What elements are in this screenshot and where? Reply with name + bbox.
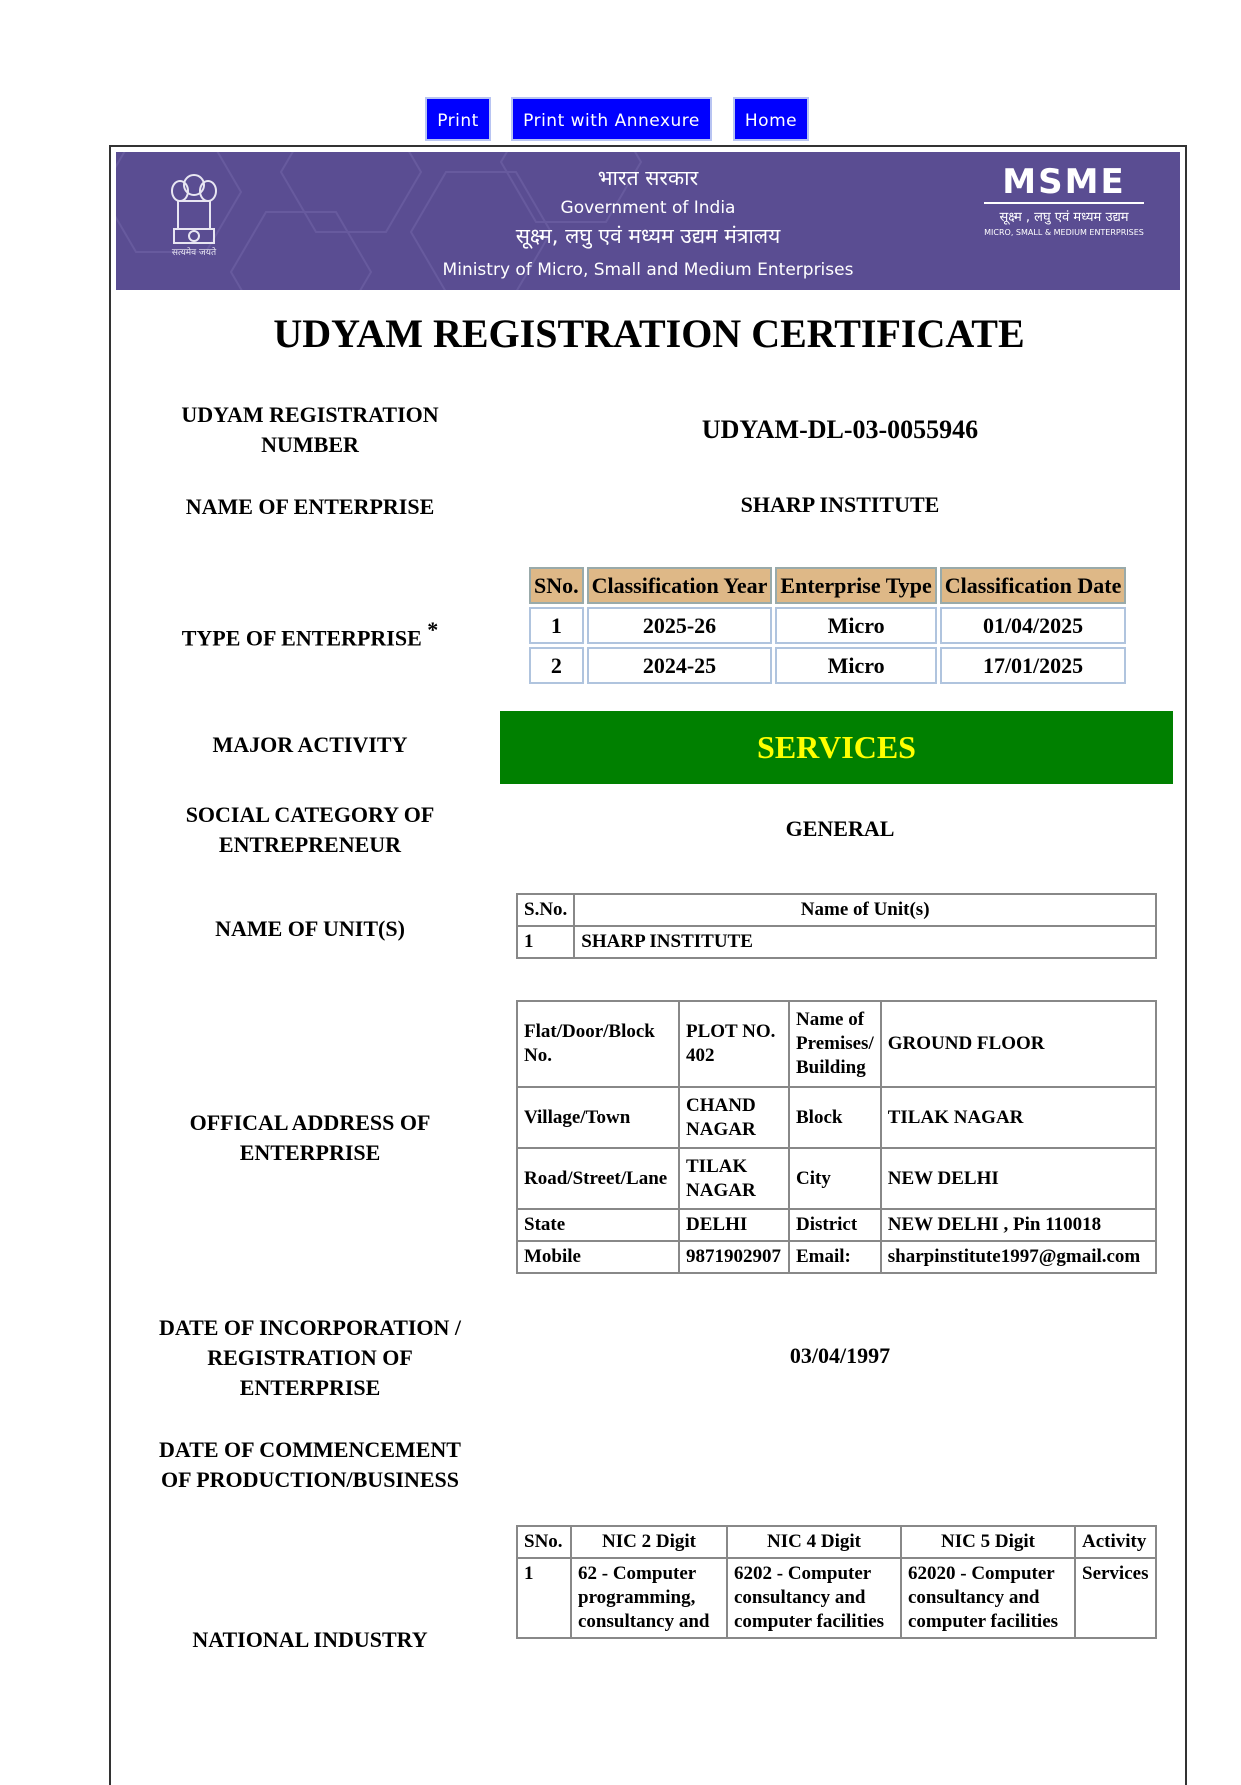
cell: 2024-25 xyxy=(587,647,773,684)
government-of-india: Government of India xyxy=(560,198,736,218)
commencement-label-line2: OF PRODUCTION/BUSINESS xyxy=(160,1467,460,1492)
col-classification-date: Classification Date xyxy=(940,567,1127,604)
reg-number-label-line2: NUMBER xyxy=(261,432,359,457)
col-sno: SNo. xyxy=(529,567,584,604)
emblem-motto: सत्यमेव जयते xyxy=(171,248,217,258)
hindi-government: भारत सरकार xyxy=(597,166,699,190)
cell: Services xyxy=(1075,1558,1156,1638)
reg-number-label-line1: UDYAM REGISTRATION xyxy=(181,402,439,427)
type-label xyxy=(145,615,475,653)
incorporation-label-line3: ENTERPRISE xyxy=(239,1375,381,1400)
block-value: TILAK NAGAR xyxy=(881,1087,1156,1148)
incorporation-label-line1: DATE OF INCORPORATION / xyxy=(158,1315,462,1340)
ministry-banner xyxy=(116,152,1180,290)
table-row xyxy=(529,647,1126,684)
social-category-label-line1: SOCIAL CATEGORY OF xyxy=(185,802,435,827)
mobile-label: Mobile xyxy=(517,1241,679,1273)
major-activity-label: MAJOR ACTIVITY xyxy=(212,732,408,757)
cell: 62020 - Computer consultancy and computer facilities xyxy=(901,1558,1075,1638)
cell: 01/04/2025 xyxy=(940,607,1127,644)
address-label-line1: OFFICAL ADDRESS OF xyxy=(189,1110,431,1135)
incorporation-date: 03/04/1997 xyxy=(789,1343,891,1368)
units-table xyxy=(516,893,1157,959)
table-row xyxy=(517,1001,1156,1087)
cell: SHARP INSTITUTE xyxy=(574,926,1156,958)
city-label: City xyxy=(789,1148,881,1209)
address-label-line2: ENTERPRISE xyxy=(239,1140,381,1165)
col-sno: SNo. xyxy=(517,1526,571,1558)
cell: 6202 - Computer consultancy and computer facilities xyxy=(727,1558,901,1638)
cell: Micro xyxy=(775,647,936,684)
msme-english: MICRO, SMALL & MEDIUM ENTERPRISES xyxy=(984,228,1144,237)
table-row xyxy=(517,1148,1156,1209)
table-header-row xyxy=(517,894,1156,926)
col-enterprise-type: Enterprise Type xyxy=(775,567,936,604)
mobile-value: 9871902907 xyxy=(679,1241,789,1273)
nic-label: NATIONAL INDUSTRY xyxy=(192,1627,428,1652)
social-category: GENERAL xyxy=(785,816,895,841)
ministry-name: Ministry of Micro, Small and Medium Enterprises xyxy=(442,260,854,280)
col-sno: S.No. xyxy=(517,894,574,926)
col-nic-5: NIC 5 Digit xyxy=(901,1526,1075,1558)
state-label: State xyxy=(517,1209,679,1241)
commencement-label-line1: DATE OF COMMENCEMENT xyxy=(159,1437,461,1462)
state-value: DELHI xyxy=(679,1209,789,1241)
cell: Micro xyxy=(775,607,936,644)
col-activity: Activity xyxy=(1075,1526,1156,1558)
units-label: NAME OF UNIT(S) xyxy=(215,916,405,941)
email-value: sharpinstitute1997@gmail.com xyxy=(881,1241,1156,1273)
col-nic-2: NIC 2 Digit xyxy=(571,1526,727,1558)
certificate-title: UDYAM REGISTRATION CERTIFICATE xyxy=(273,311,1025,356)
home-button[interactable]: Home xyxy=(733,97,809,141)
cell: 62 - Computer programming, consultancy and xyxy=(571,1558,727,1638)
reg-number-label xyxy=(145,400,475,460)
premises-value: GROUND FLOOR xyxy=(881,1001,1156,1087)
road-label: Road/Street/Lane xyxy=(517,1148,679,1209)
table-header-row xyxy=(529,567,1126,604)
major-activity-badge: SERVICES xyxy=(500,711,1173,784)
district-label: District xyxy=(789,1209,881,1241)
enterprise-name-label: NAME OF ENTERPRISE xyxy=(185,494,435,519)
district-value: NEW DELHI , Pin 110018 xyxy=(881,1209,1156,1241)
incorporation-label xyxy=(145,1313,475,1403)
col-unit-name: Name of Unit(s) xyxy=(574,894,1156,926)
incorporation-label-line2: REGISTRATION OF xyxy=(207,1345,413,1370)
col-nic-4: NIC 4 Digit xyxy=(727,1526,901,1558)
msme-logo xyxy=(984,162,1144,237)
commencement-label xyxy=(145,1435,475,1495)
flat-value: PLOT NO. 402 xyxy=(679,1001,789,1087)
social-category-label xyxy=(145,800,475,860)
table-header-row xyxy=(517,1526,1156,1558)
hindi-ministry: सूक्ष्म, लघु एवं मध्यम उद्यम मंत्रालय xyxy=(515,224,781,248)
village-label: Village/Town xyxy=(517,1087,679,1148)
address-table xyxy=(516,1000,1157,1274)
enterprise-name: SHARP INSTITUTE xyxy=(740,492,940,517)
cell: 17/01/2025 xyxy=(940,647,1127,684)
nic-table xyxy=(516,1525,1157,1639)
reg-number: UDYAM-DL-03-0055946 xyxy=(701,415,979,444)
table-row xyxy=(517,1558,1156,1638)
road-value: TILAK NAGAR xyxy=(679,1148,789,1209)
col-classification-year: Classification Year xyxy=(587,567,773,604)
cell: 1 xyxy=(517,1558,571,1638)
nic-table-clip xyxy=(516,1525,1161,1657)
village-value: CHAND NAGAR xyxy=(679,1087,789,1148)
cell: 1 xyxy=(517,926,574,958)
type-label-text: TYPE OF ENTERPRISE xyxy=(181,625,422,651)
address-label xyxy=(145,1108,475,1168)
classification-table xyxy=(526,564,1129,687)
table-row xyxy=(529,607,1126,644)
table-row xyxy=(517,926,1156,958)
city-value: NEW DELHI xyxy=(881,1148,1156,1209)
print-with-annexure-button[interactable]: Print with Annexure xyxy=(511,97,712,141)
msme-hindi: सूक्ष्म , लघु एवं मध्यम उद्यम xyxy=(999,210,1129,225)
social-category-label-line2: ENTREPRENEUR xyxy=(218,832,402,857)
flat-label: Flat/Door/Block No. xyxy=(517,1001,679,1087)
cell: 2 xyxy=(529,647,584,684)
email-label: Email: xyxy=(789,1241,881,1273)
cell: 2025-26 xyxy=(587,607,773,644)
premises-label: Name of Premises/ Building xyxy=(789,1001,881,1087)
block-label: Block xyxy=(789,1087,881,1148)
asterisk: * xyxy=(427,617,439,642)
table-row xyxy=(517,1209,1156,1241)
cell: 1 xyxy=(529,607,584,644)
print-button[interactable]: Print xyxy=(425,97,491,141)
msme-logo-text: MSME xyxy=(984,162,1144,204)
table-row xyxy=(517,1241,1156,1273)
table-row xyxy=(517,1087,1156,1148)
